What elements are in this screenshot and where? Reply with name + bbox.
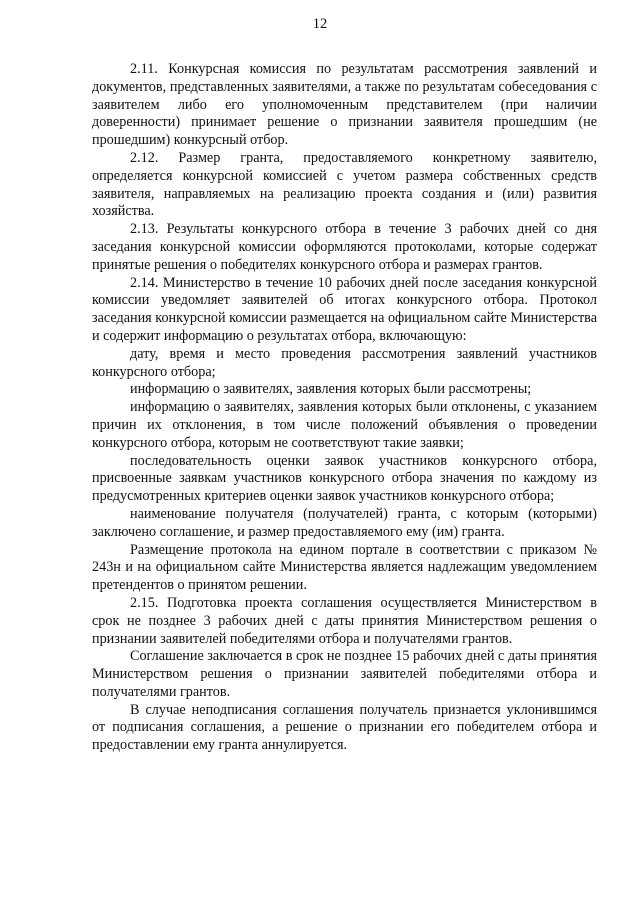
- list-item-date-time-place: дату, время и место проведения рассмотрения заявлений участников конкурсного отбора;: [92, 345, 597, 380]
- paragraph-agreement-term: Соглашение заключается в срок не позднее 15 рабочих дней с даты принятия Министерством решения о признании заявителей победителями отбора и получателями грантов.: [92, 648, 597, 700]
- paragraph-2-15: 2.15. Подготовка проекта соглашения осуществляется Министерством в срок не позднее 3 рабочих дней с даты принятия Министерством решения о признании заявителей победителями отбора и получателями грантов.: [92, 594, 597, 647]
- paragraph-2-13: 2.13. Результаты конкурсного отбора в течение 3 рабочих дней со дня заседания конкурсной комиссии оформляются протоколами, которые содержат принятые решения о победителях конкурсного отбора и размерах грантов.: [92, 221, 597, 273]
- list-item-evaluation-sequence: последовательность оценки заявок участников конкурсного отбора, присвоенные заявкам участников конкурсного отбора значения по каждому из предусмотренных критериев оценки заявок участников конкурсного отбора;: [92, 452, 597, 505]
- paragraph-protocol-publication: Размещение протокола на едином портале в соответствии с приказом № 243н и на официальном сайте Министерства является надлежащим уведомлением претендентов о принятом решении.: [92, 541, 597, 594]
- paragraph-2-12: 2.12. Размер гранта, предоставляемого конкретному заявителю, определяется конкурсной комиссией с учетом размера собственных средств заявителя, направляемых на реализацию проекта создания и (или) развития хозяйства.: [92, 149, 597, 220]
- paragraph-2-11: 2.11. Конкурсная комиссия по результатам рассмотрения заявлений и документов, представленных заявителями, а также по результатам собеседования с заявителем либо его уполномоченным представителем (при наличии доверенности) принимает решение о признании заявителя прошедшим (не прошедшим) конкурсный отбор.: [92, 61, 597, 149]
- paragraph-2-14: 2.14. Министерство в течение 10 рабочих дней после заседания конкурсной комиссии уведомляет заявителей об итогах конкурсного отбора. Протокол заседания конкурсной комиссии размещается на официальном сайте Министерства и содержит информацию о результатах отбора, включающую:: [92, 274, 597, 344]
- list-item-grant-recipients: наименование получателя (получателей) гранта, с которым (которыми) заключено соглашение, и размер предоставляемого ему (им) гранта.: [92, 505, 597, 540]
- list-item-reviewed-applicants: информацию о заявителях, заявления которых были рассмотрены;: [130, 381, 532, 398]
- list-item-rejected-applicants: информацию о заявителях, заявления которых были отклонены, с указанием причин их отклонения, в том числе положений объявления о проведении конкурсного отбора, которым не соответствуют такие заявки;: [92, 399, 597, 451]
- paragraph-non-signing: В случае неподписания соглашения получатель признается уклонившимся от подписания соглашения, а решение о признании его победителем отбора и предоставлении ему гранта аннулируется.: [92, 701, 597, 754]
- document-body: [92, 61, 597, 755]
- page-number: 12: [312, 16, 328, 32]
